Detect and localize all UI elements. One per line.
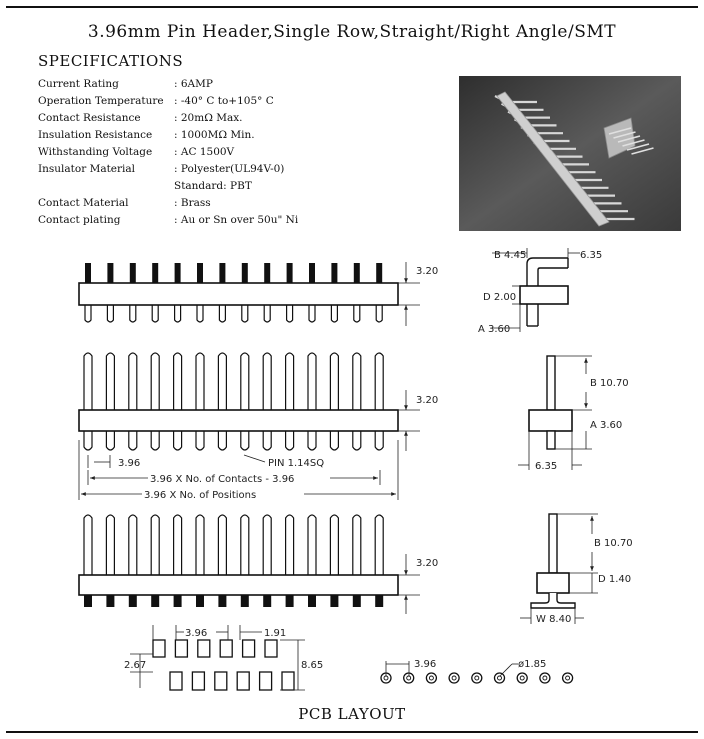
right-angle-front-view [79,262,438,326]
pcb-pad-bottom [282,672,294,690]
pcb-pad-top [198,640,210,657]
st-pin-upper [106,353,114,410]
spec-value: : Brass [174,197,211,209]
ra-side-width-dim: 6.35 [580,250,603,261]
pcb-pad-bottom [237,672,249,690]
st-front-contacts-label: 3.96 X No. of Contacts - 3.96 [150,474,295,485]
st-pin-lower [196,431,204,450]
pcb-pad-width-dim: 1.91 [264,628,287,639]
pcb-hole-inner [520,676,524,680]
pcb-hole-inner [498,676,502,680]
ra-front-height-dim: 3.20 [416,266,439,277]
smt-pin-foot [151,595,159,607]
pcb-hole-inner [407,676,411,680]
pcb-pad-top [175,640,187,657]
pcb-pad-bottom [192,672,204,690]
st-pin-lower [286,431,294,450]
st-pin-upper [84,353,92,410]
st-pin-lower [330,431,338,450]
pcb-row-span-dim: 8.65 [301,660,324,671]
ra-pin-top [85,263,91,283]
ra-pin-tail [287,305,293,322]
pcb-pad-top [153,640,165,657]
spec-label: Insulator Material [38,163,136,175]
st-pin-lower [218,431,226,450]
smt-pin-upper [330,515,338,575]
pcb-pad-layout [124,625,323,690]
st-pin-lower [263,431,271,450]
smt-pin-upper [106,515,114,575]
st-pin-upper [308,353,316,410]
smt-pin-upper [308,515,316,575]
ra-side-d-dim: D 2.00 [483,292,517,303]
ra-pin-top [219,263,225,283]
ra-pin-tail [107,305,113,322]
spec-value: : Au or Sn over 50u" Ni [174,214,299,226]
ra-pin-tail [331,305,337,322]
pcb-hole-inner [384,676,388,680]
smt-pin-foot [263,595,271,607]
st-pin-upper [218,353,226,410]
st-pin-lower [106,431,114,450]
pcb-pad-bottom [215,672,227,690]
st-pin-lower [308,431,316,450]
straight-front-view [79,353,438,501]
ra-pin-top [197,263,203,283]
smt-side-b-dim: B 10.70 [594,538,633,549]
specifications-heading: SPECIFICATIONS [38,52,184,70]
smt-side-width-dim: W 8.40 [536,614,572,625]
smt-pin-foot [241,595,249,607]
st-pin-upper [174,353,182,410]
pcb-hole-pitch-dim: 3.96 [414,659,437,670]
st-pin-lower [129,431,137,450]
smt-side-d-dim: D 1.40 [598,574,632,585]
pcb-hole-inner [429,676,433,680]
st-pin-upper [286,353,294,410]
right-angle-side-view [478,248,602,335]
spec-label: Withstanding Voltage [38,146,153,158]
smt-pin-upper [218,515,226,575]
smt-pin-foot [84,595,92,607]
pcb-pad-bottom [170,672,182,690]
st-pin-lower [174,431,182,450]
st-pin-lower [84,431,92,450]
ra-pin-tail [175,305,181,322]
ra-pin-top [309,263,315,283]
spec-value: : -40° C to+105° C [174,95,274,107]
pcb-hole-inner [543,676,547,680]
spec-label: Contact Resistance [38,112,141,124]
smt-front-height-dim: 3.20 [416,558,439,569]
ra-pin-top [376,263,382,283]
smt-pin-foot [218,595,226,607]
st-side-a-dim: A 3.60 [590,420,623,431]
pcb-hole-inner [566,676,570,680]
smt-pin-foot [129,595,137,607]
ra-pin-tail [197,305,203,322]
spec-value: : Polyester(UL94V-0) [174,163,285,175]
ra-pin-tail [152,305,158,322]
st-pin-upper [330,353,338,410]
st-side-b-dim: B 10.70 [590,378,629,389]
ra-side-b-dim: B 4.45 [494,250,527,261]
smt-pin-upper [151,515,159,575]
smt-pin-foot [106,595,114,607]
st-pin-upper [129,353,137,410]
smt-pin-foot [375,595,383,607]
st-pin-upper [353,353,361,410]
st-pin-lower [353,431,361,450]
st-pin-upper [151,353,159,410]
smt-pin-foot [308,595,316,607]
spec-label: Contact plating [38,214,121,226]
st-pin-lower [375,431,383,450]
pcb-pad-top [265,640,277,657]
ra-pin-top [242,263,248,283]
smt-front-view [79,515,438,614]
st-side-width-dim: 6.35 [535,461,558,472]
ra-pin-top [175,263,181,283]
smt-pin-upper [129,515,137,575]
smt-pin-upper [84,515,92,575]
ra-pin-top [264,263,270,283]
st-front-pin-label: PIN 1.14SQ [268,458,325,469]
ra-pin-tail [309,305,315,322]
ra-pin-top [107,263,113,283]
pcb-pitch-dim: 3.96 [185,628,208,639]
smt-pin-upper [196,515,204,575]
pcb-layout-title: PCB LAYOUT [298,705,406,723]
ra-pin-tail [376,305,382,322]
pcb-row-offset-dim: 2.67 [124,660,147,671]
ra-pin-tail [354,305,360,322]
st-front-positions-label: 3.96 X No. of Positions [144,490,257,501]
spec-value: : 6AMP [174,78,213,90]
spec-label: Contact Material [38,197,129,209]
spec-label: Insulation Resistance [38,129,153,141]
pcb-pad-top [243,640,255,657]
spec-value: : 1000MΩ Min. [174,129,255,141]
pcb-pad-bottom [260,672,272,690]
smt-pin-foot [286,595,294,607]
smt-pin-foot [196,595,204,607]
st-pin-upper [196,353,204,410]
st-pin-lower [241,431,249,450]
smt-pin-upper [241,515,249,575]
ra-pin-top [152,263,158,283]
ra-pin-top [130,263,136,283]
st-front-pitch-dim: 3.96 [118,458,141,469]
ra-pin-tail [85,305,91,322]
smt-pin-upper [353,515,361,575]
ra-pin-top [331,263,337,283]
ra-pin-tail [219,305,225,322]
spec-label: Operation Temperature [38,95,164,107]
pcb-hole-inner [452,676,456,680]
pcb-hole-layout [381,659,573,683]
spec-label: Current Rating [38,78,119,90]
st-front-height-dim: 3.20 [416,395,439,406]
st-pin-upper [375,353,383,410]
spec-value: : AC 1500V [174,146,235,158]
smt-pin-foot [174,595,182,607]
smt-pin-upper [375,515,383,575]
smt-pin-upper [174,515,182,575]
page-title: 3.96mm Pin Header,Single Row,Straight/Right Angle/SMT [87,22,617,42]
ra-side-a-dim: A 3.60 [478,324,511,335]
smt-pin-upper [286,515,294,575]
st-pin-upper [263,353,271,410]
smt-pin-upper [263,515,271,575]
smt-pin-foot [330,595,338,607]
ra-pin-tail [130,305,136,322]
pcb-hole-dia-dim: ø1.85 [518,659,547,670]
straight-side-view [518,356,629,472]
st-pin-upper [241,353,249,410]
pcb-pad-top [220,640,232,657]
ra-pin-tail [242,305,248,322]
smt-side-view [520,514,633,625]
spec-value: : 20mΩ Max. [174,112,243,124]
smt-pin-foot [353,595,361,607]
st-pin-lower [151,431,159,450]
pcb-hole-inner [475,676,479,680]
ra-pin-tail [264,305,270,322]
ra-pin-top [287,263,293,283]
ra-pin-top [354,263,360,283]
spec-value: Standard: PBT [174,180,252,192]
